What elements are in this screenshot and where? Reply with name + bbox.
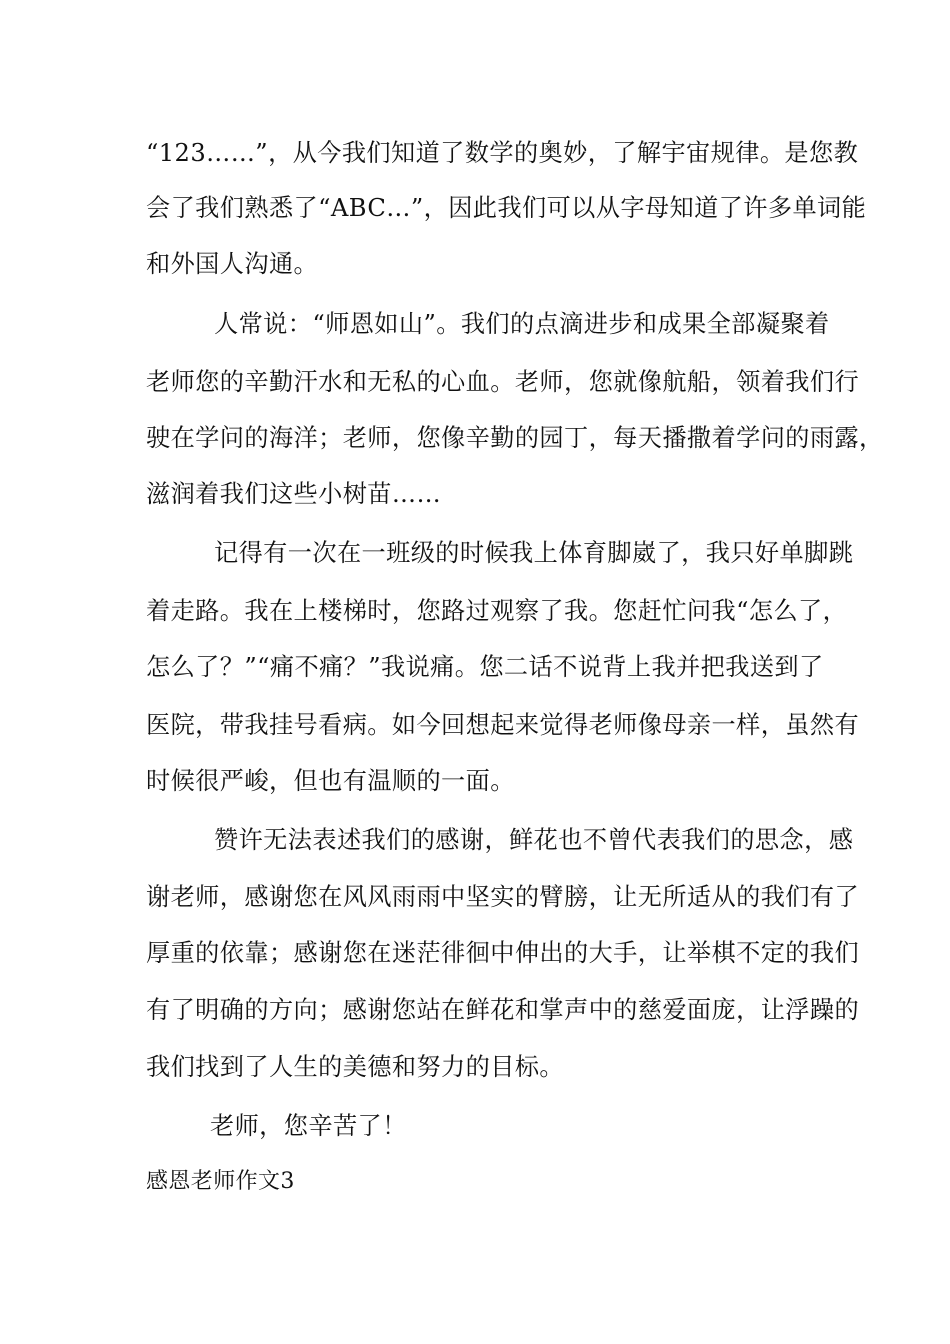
paragraph-line: 老师您的辛勤汗水和无私的心血。老师，您就像航船，领着我们行 <box>146 368 860 396</box>
paragraph-line: 时候很严峻，但也有温顺的一面。 <box>146 767 515 795</box>
paragraph-line: 谢老师，感谢您在风风雨雨中坚实的臂膀，让无所适从的我们有了 <box>146 883 860 911</box>
paragraph-line: 怎么了？”“痛不痛？”我说痛。您二话不说背上我并把我送到了 <box>146 653 824 681</box>
paragraph-line: 医院，带我挂号看病。如今回想起来觉得老师像母亲一样，虽然有 <box>146 711 860 739</box>
paragraph-line: 和外国人沟通。 <box>146 250 319 278</box>
paragraph-line: 记得有一次在一班级的时候我上体育脚崴了，我只好单脚跳 <box>214 539 854 567</box>
paragraph-line: 驶在学问的海洋；老师，您像辛勤的园丁，每天播撒着学问的雨露， <box>146 424 884 452</box>
paragraph-line: 有了明确的方向；感谢您站在鲜花和掌声中的慈爱面庞，让浮躁的 <box>146 996 860 1024</box>
section-title: 感恩老师作文3 <box>146 1169 295 1194</box>
paragraph-line: 人常说：“师恩如山”。我们的点滴进步和成果全部凝聚着 <box>214 310 830 338</box>
closing-line: 老师，您辛苦了！ <box>210 1112 407 1140</box>
paragraph-line: 赞许无法表述我们的感谢，鲜花也不曾代表我们的思念，感 <box>214 826 854 854</box>
paragraph-line: 会了我们熟悉了“ABC…”，因此我们可以从字母知道了许多单词能 <box>146 194 867 222</box>
paragraph-line: “123……”，从今我们知道了数学的奥妙，了解宇宙规律。是您教 <box>146 139 859 167</box>
paragraph-line: 滋润着我们这些小树苗…… <box>146 480 442 508</box>
paragraph-line: 着走路。我在上楼梯时，您路过观察了我。您赶忙问我“怎么了， <box>146 597 848 625</box>
paragraph-line: 我们找到了人生的美德和努力的目标。 <box>146 1053 564 1081</box>
paragraph-line: 厚重的依靠；感谢您在迷茫徘徊中伸出的大手，让举棋不定的我们 <box>146 939 860 967</box>
